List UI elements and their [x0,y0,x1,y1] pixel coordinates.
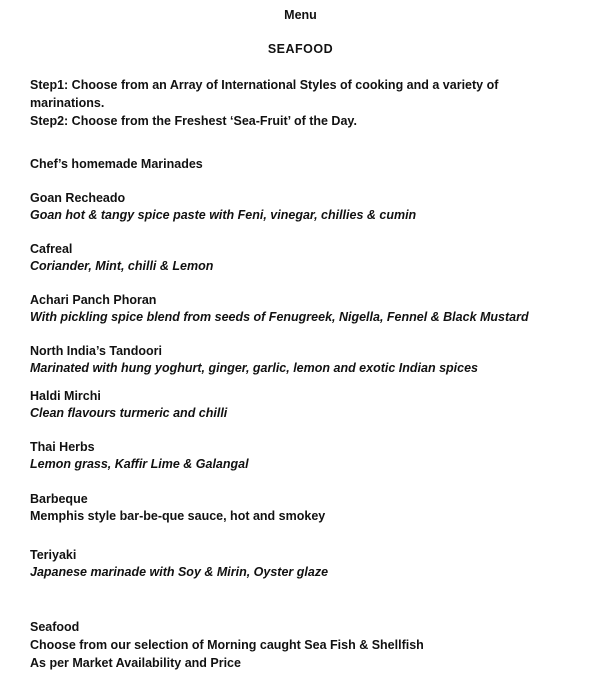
marinade-name: Barbeque [30,492,88,506]
steps-block [30,76,575,130]
marinade-name: Teriyaki [30,548,77,562]
marinade-description: Coriander, Mint, chilli & Lemon [30,259,214,273]
seafood-footer [30,618,590,672]
marinade-name: Thai Herbs [30,440,95,454]
marinade-item [30,292,590,326]
marinade-description: Lemon grass, Kaffir Lime & Galangal [30,457,249,471]
step-2-text: Step2: Choose from the Freshest ‘Sea-Fruit’ of the Day. [30,114,357,128]
marinade-name: Cafreal [30,242,73,256]
marinades-heading: Chef’s homemade Marinades [30,157,203,171]
marinade-name: Goan Recheado [30,191,126,205]
marinade-description: Clean flavours turmeric and chilli [30,406,228,420]
marinade-description: Memphis style bar-be-que sauce, hot and smokey [30,509,326,523]
marinade-item [30,491,590,525]
marinade-name: North India’s Tandoori [30,344,162,358]
step-1-text: Step1: Choose from an Array of International Styles of cooking and a variety of marinations. [30,78,499,110]
footer-heading: Seafood [30,620,80,634]
marinade-name: Haldi Mirchi [30,389,101,403]
marinade-description: Japanese marinade with Soy & Mirin, Oyster glaze [30,565,329,579]
marinade-item [30,439,590,473]
marinade-description: Marinated with hung yoghurt, ginger, garlic, lemon and exotic Indian spices [30,361,478,375]
marinade-name: Achari Panch Phoran [30,293,157,307]
marinade-description: With pickling spice blend from seeds of Fenugreek, Nigella, Fennel & Black Mustard [30,310,529,324]
marinade-item [30,241,590,275]
marinade-item [30,388,590,422]
marinade-item [30,547,590,581]
section-title: SEAFOOD [267,42,334,56]
footer-line-2: As per Market Availability and Price [30,656,241,670]
page-title: Menu [284,8,317,22]
footer-line-1: Choose from our selection of Morning caught Sea Fish & Shellfish [30,638,424,652]
marinade-item [30,343,590,377]
marinade-description: Goan hot & tangy spice paste with Feni, vinegar, chillies & cumin [30,208,417,222]
marinade-item [30,190,590,224]
